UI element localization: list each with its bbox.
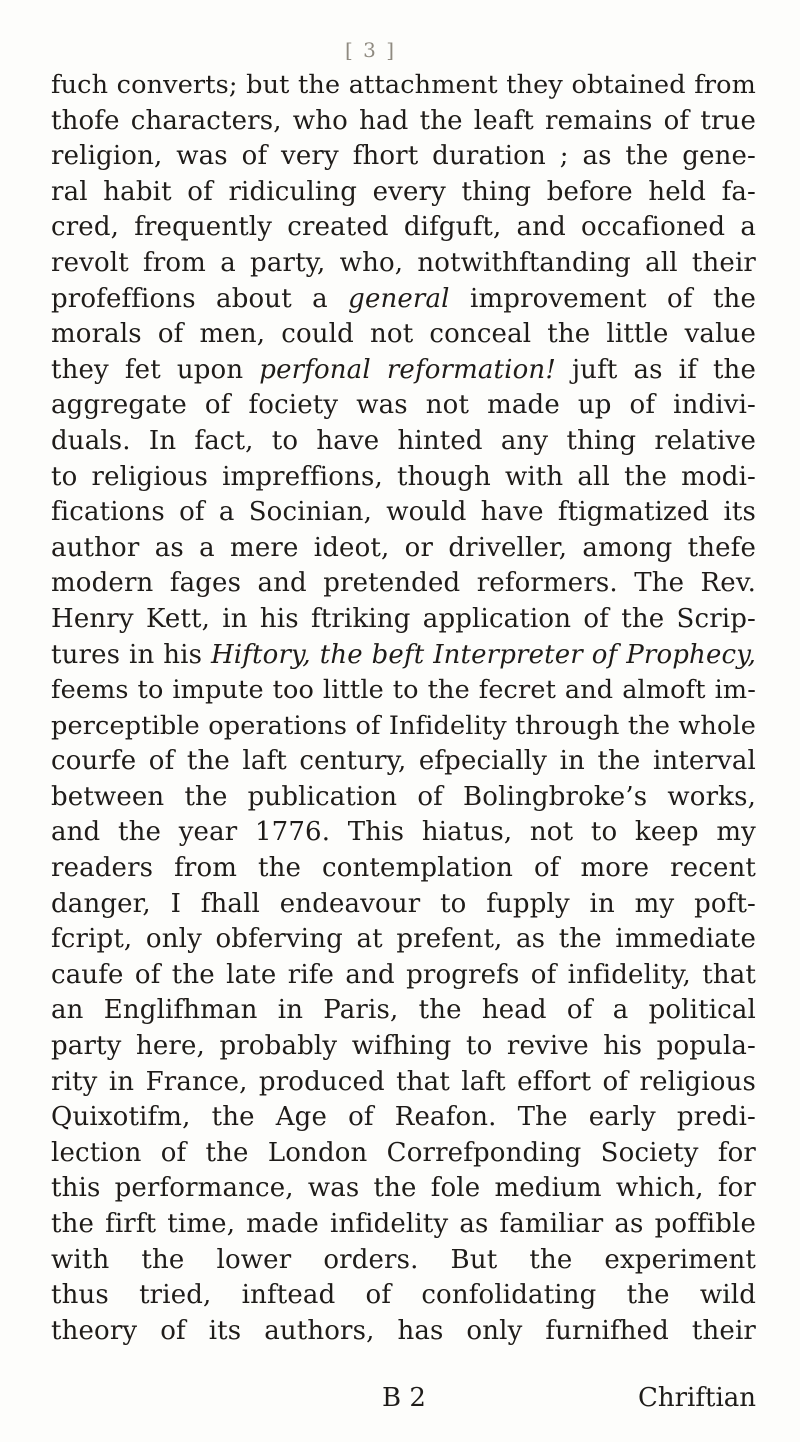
text-run: danger, I fhall endeavour to fupply in my poft- bbox=[51, 888, 756, 919]
text-run: perceptible operations of Infidelity through the whole bbox=[51, 710, 756, 741]
text-line bbox=[51, 780, 756, 816]
italic-text: perfonal reformation! bbox=[259, 354, 556, 385]
text-run: caufe of the late rife and progrefs of infidelity, that bbox=[51, 959, 756, 990]
text-line bbox=[51, 887, 756, 923]
text-line bbox=[51, 1029, 756, 1065]
text-line bbox=[51, 388, 756, 424]
text-run: between the publication of Bolingbroke’s works, bbox=[51, 781, 756, 812]
text-line bbox=[51, 104, 756, 140]
text-line bbox=[51, 175, 756, 211]
text-line bbox=[51, 602, 756, 638]
text-run: cred, frequently created difguft, and occafioned a bbox=[51, 212, 756, 243]
text-line bbox=[51, 709, 756, 745]
text-line bbox=[51, 1065, 756, 1101]
page-number-header: [ 3 ] bbox=[345, 38, 397, 62]
text-line bbox=[51, 353, 756, 389]
text-line bbox=[51, 851, 756, 887]
text-line bbox=[51, 815, 756, 851]
text-run: juft as if the bbox=[555, 354, 756, 385]
text-run: fuch converts; but the attachment they obtained from bbox=[51, 70, 756, 100]
text-line bbox=[51, 1100, 756, 1136]
text-run: tures in his bbox=[51, 639, 211, 670]
text-line bbox=[51, 317, 756, 353]
text-run: Quixotifm, the Age of Reafon. The early predi- bbox=[51, 1102, 756, 1133]
text-run: the firft time, made infidelity as familiar as poffible bbox=[51, 1209, 756, 1239]
text-line bbox=[51, 1136, 756, 1172]
text-line bbox=[51, 495, 756, 531]
text-line bbox=[51, 424, 756, 460]
text-run: thus tried, inftead of confolidating the wild bbox=[51, 1280, 756, 1311]
text-line bbox=[51, 673, 756, 709]
text-line bbox=[51, 744, 756, 780]
text-line bbox=[51, 531, 756, 567]
text-run: religion, was of very fhort duration ; as the gene- bbox=[51, 141, 756, 172]
text-line bbox=[51, 68, 756, 104]
catchword: Chriftian bbox=[637, 1383, 756, 1413]
text-run: this performance, was the fole medium which, for bbox=[51, 1173, 756, 1204]
text-run: thofe characters, who had the leaft remains of true bbox=[51, 105, 756, 136]
text-line bbox=[51, 139, 756, 175]
text-run: party here, probably wifhing to revive his popula- bbox=[51, 1031, 756, 1062]
text-line bbox=[51, 210, 756, 246]
text-run: aggregate of fociety was not made up of indivi- bbox=[51, 390, 756, 421]
text-run: they fet upon bbox=[51, 354, 260, 385]
text-run: feems to impute too little to the fecret and almoft im- bbox=[51, 675, 756, 706]
text-run: courfe of the laft century, efpecially in the interval bbox=[51, 746, 756, 777]
text-run: revolt from a party, who, notwithftanding all their bbox=[51, 247, 756, 278]
text-line bbox=[51, 460, 756, 496]
text-run: lection of the London Correfponding Society for bbox=[51, 1137, 756, 1168]
text-run: author as a mere ideot, or driveller, among thefe bbox=[51, 532, 756, 563]
italic-text: Hiftory, the beft Interpreter of Prophecy, bbox=[210, 639, 756, 670]
text-run: ral habit of ridiculing every thing before held fa- bbox=[51, 176, 756, 207]
text-run: profeffions about a bbox=[51, 283, 349, 314]
text-line bbox=[51, 282, 756, 318]
text-line bbox=[51, 638, 756, 674]
text-run: readers from the contemplation of more recent bbox=[51, 853, 756, 884]
text-run: improvement of the bbox=[449, 283, 756, 314]
text-run: fications of a Socinian, would have ftigmatized its bbox=[51, 497, 756, 528]
text-line bbox=[51, 993, 756, 1029]
text-line bbox=[51, 1278, 756, 1314]
text-run: duals. In fact, to have hinted any thing relative bbox=[51, 425, 756, 456]
text-run: and the year 1776. This hiatus, not to keep my bbox=[51, 817, 756, 848]
text-line bbox=[51, 1314, 756, 1350]
text-line bbox=[51, 246, 756, 282]
text-run: with the lower orders. But the experiment bbox=[51, 1244, 756, 1275]
text-run: theory of its authors, has only furnifhed their bbox=[51, 1315, 756, 1346]
text-line bbox=[51, 958, 756, 994]
text-run: to religious impreffions, though with all the modi- bbox=[51, 461, 756, 492]
text-line bbox=[51, 566, 756, 602]
italic-text: general bbox=[348, 283, 450, 314]
body-text bbox=[51, 68, 756, 1349]
text-line bbox=[51, 922, 756, 958]
text-run: Henry Kett, in his ftriking application of the Scrip- bbox=[51, 603, 756, 634]
text-run: rity in France, produced that laft effort of religious bbox=[51, 1066, 756, 1097]
text-line bbox=[51, 1207, 756, 1243]
signature-mark: B 2 bbox=[382, 1383, 426, 1413]
text-run: morals of men, could not conceal the little value bbox=[51, 319, 756, 350]
page-footer bbox=[51, 1380, 756, 1416]
text-line bbox=[51, 1243, 756, 1279]
text-line bbox=[51, 1171, 756, 1207]
text-run: fcript, only obferving at prefent, as the immediate bbox=[51, 924, 756, 955]
text-run: modern fages and pretended reformers. The Rev. bbox=[51, 568, 756, 599]
text-run: an Englifhman in Paris, the head of a political bbox=[51, 995, 756, 1026]
